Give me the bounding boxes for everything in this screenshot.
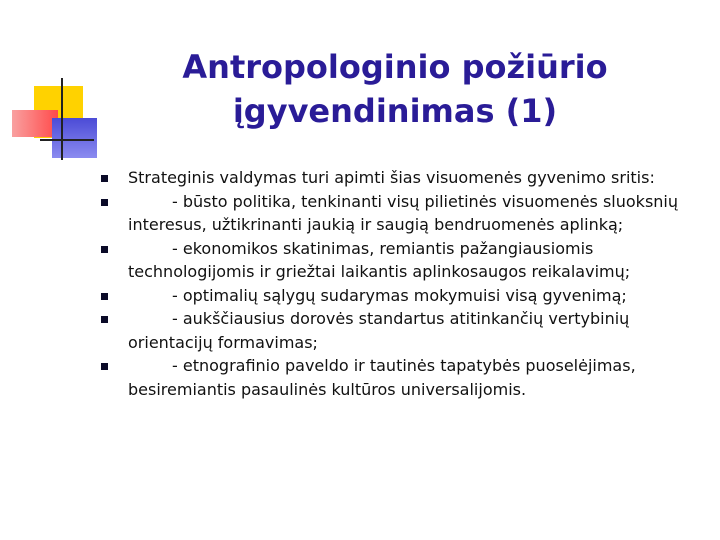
logo-blue-square <box>52 118 97 158</box>
list-item-text: Strateginis valdymas turi apimti šias visuomenės gyvenimo sritis: <box>128 168 655 187</box>
title-line-2: įgyvendinimas (1) <box>232 92 558 130</box>
list-item <box>128 307 708 354</box>
square-bullet-icon <box>101 246 108 253</box>
list-item <box>128 237 708 284</box>
list-item-text: - etnografinio paveldo ir tautinės tapatybės puoselėjimas, besiremiantis pasaulinės kultūros universalijomis. <box>128 356 636 399</box>
list-item <box>128 166 708 190</box>
logo-vertical-line <box>61 78 63 160</box>
slide-logo-decoration <box>0 0 140 170</box>
list-item-text: - ekonomikos skatinimas, remiantis pažangiausiomis technologijomis ir griežtai laikantis aplinkosaugos reikalavimų; <box>128 238 631 281</box>
square-bullet-icon <box>101 199 108 206</box>
logo-horizontal-line <box>40 139 94 141</box>
title-line-1: Antropologinio požiūrio <box>182 48 608 86</box>
bullet-list <box>128 166 708 401</box>
list-item-text: - būsto politika, tenkinanti visų pilietinės visuomenės sluoksnių interesus, užtikrinanti jaukią ir saugią bendruomenės aplinką; <box>128 191 679 234</box>
list-item <box>128 284 708 308</box>
list-item <box>128 354 708 401</box>
slide-title <box>150 45 640 133</box>
square-bullet-icon <box>101 316 108 323</box>
list-item-text: - optimalių sąlygų sudarymas mokymuisi visą gyvenimą; <box>172 285 627 305</box>
list-item-text: - aukščiausius dorovės standartus atitinkančių vertybinių orientacijų formavimas; <box>128 309 630 352</box>
square-bullet-icon <box>101 293 108 300</box>
list-item <box>128 190 708 237</box>
square-bullet-icon <box>101 363 108 370</box>
square-bullet-icon <box>101 175 108 182</box>
